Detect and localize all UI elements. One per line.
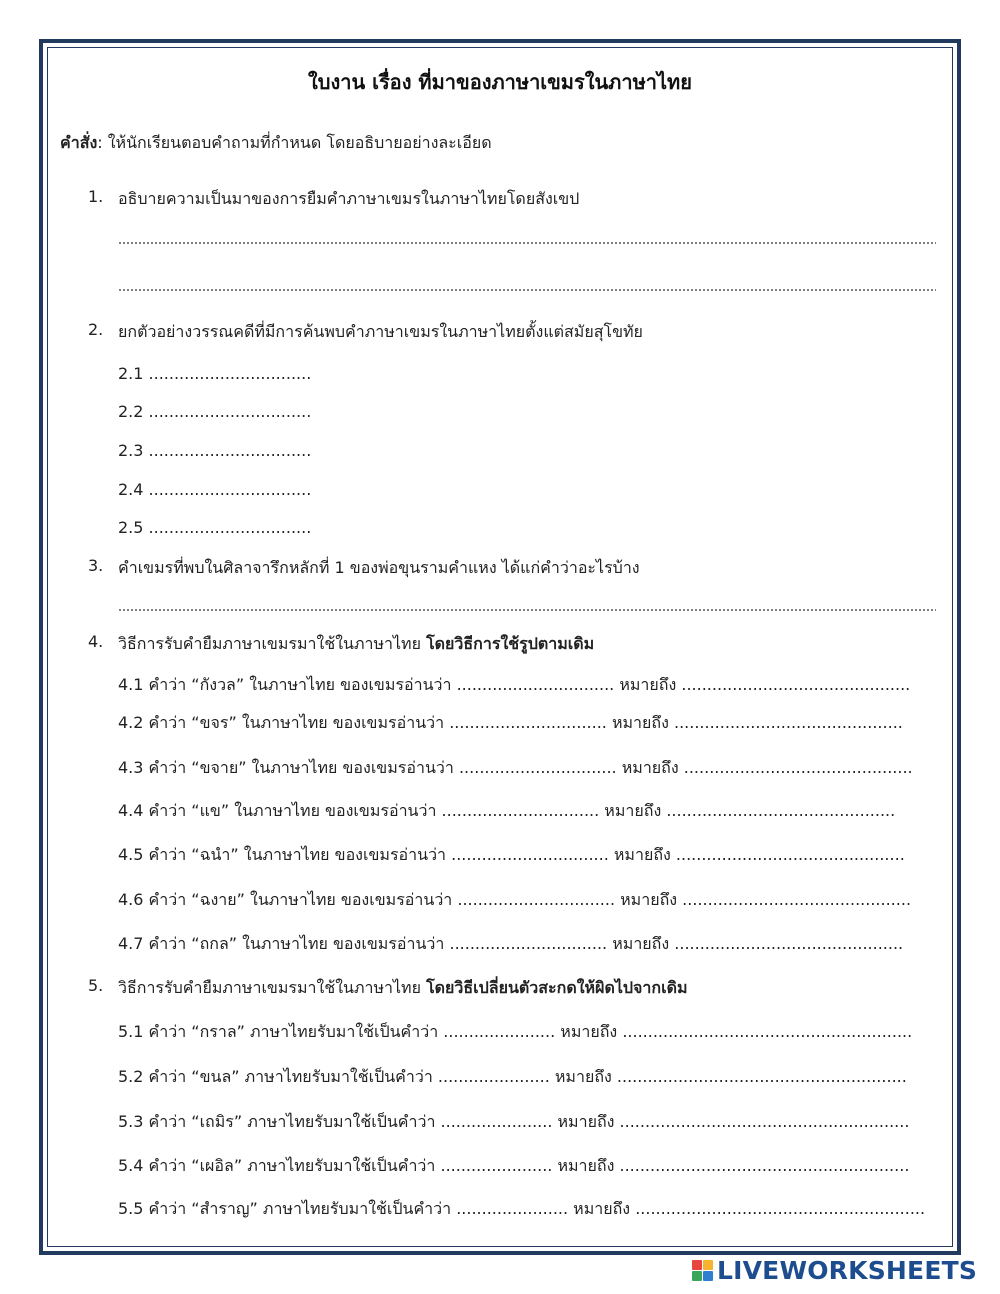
q4-number: 4.: [88, 632, 104, 651]
q4-item-4[interactable]: 4.4 คำว่า “แข” ในภาษาไทย ของเขมรอ่านว่า ............................... หมายถึง .............................................: [118, 801, 896, 820]
logo-blocks-icon: [692, 1260, 713, 1281]
q1-number: 1.: [88, 187, 104, 206]
q4-item-5[interactable]: 4.5 คำว่า “ฉนำ” ในภาษาไทย ของเขมรอ่านว่า ............................... หมายถึง .............................................: [118, 845, 905, 864]
logo-block-red: [692, 1260, 702, 1270]
q4-item-3[interactable]: 4.3 คำว่า “ขจาย” ในภาษาไทย ของเขมรอ่านว่า ............................... หมายถึง .............................................: [118, 758, 913, 777]
q2-item-2[interactable]: 2.2 ................................: [118, 402, 312, 421]
q5-item-1[interactable]: 5.1 คำว่า “กราล” ภาษาไทยรับมาใช้เป็นคำว่า ...................... หมายถึง .........................................................: [118, 1022, 913, 1041]
q5-text-plain: วิธีการรับคำยืมภาษาเขมรมาใช้ในภาษาไทย: [118, 978, 427, 997]
q5-item-2[interactable]: 5.2 คำว่า “ขนล” ภาษาไทยรับมาใช้เป็นคำว่า ...................... หมายถึง .........................................................: [118, 1067, 907, 1086]
q2-item-4[interactable]: 2.4 ................................: [118, 480, 312, 499]
page-title: ใบงาน เรื่อง ที่มาของภาษาเขมรในภาษาไทย: [308, 70, 692, 94]
q4-text-bold: โดยวิธีการใช้รูปตามเดิม: [426, 634, 595, 653]
q2-item-5[interactable]: 2.5 ................................: [118, 518, 312, 537]
q2-item-3[interactable]: 2.3 ................................: [118, 441, 312, 460]
q1-text: อธิบายความเป็นมาของการยืมคำภาษาเขมรในภาษาไทยโดยสังเขป: [118, 189, 580, 208]
q5-text-bold: โดยวิธีเปลี่ยนตัวสะกดให้ผิดไปจากเดิม: [426, 978, 688, 997]
logo-block-blue: [703, 1271, 713, 1281]
q3-number: 3.: [88, 556, 104, 575]
logo-block-yellow: [703, 1260, 713, 1270]
q2-number: 2.: [88, 320, 104, 339]
instruction-text: : ให้นักเรียนตอบคำถามที่กำหนด โดยอธิบายอย่างละเอียด: [97, 133, 492, 152]
q3-text: คำเขมรที่พบในศิลาจารึกหลักที่ 1 ของพ่อขุนรามคำแหง ได้แก่คำว่าอะไรบ้าง: [118, 558, 640, 577]
q5-number: 5.: [88, 976, 104, 995]
q2-text: ยกตัวอย่างวรรณคดีที่มีการค้นพบคำภาษาเขมรในภาษาไทยตั้งแต่สมัยสุโขทัย: [118, 322, 643, 341]
q5-item-5[interactable]: 5.5 คำว่า “สำราญ” ภาษาไทยรับมาใช้เป็นคำว่า ...................... หมายถึง .........................................................: [118, 1199, 926, 1218]
q5-item-4[interactable]: 5.4 คำว่า “เผอิล” ภาษาไทยรับมาใช้เป็นคำว่า ...................... หมายถึง .........................................................: [118, 1156, 910, 1175]
q2-item-1[interactable]: 2.1 ................................: [118, 364, 312, 383]
liveworksheets-logo[interactable]: [692, 1256, 977, 1284]
q1-answer-line-1[interactable]: [118, 242, 936, 244]
logo-block-green: [692, 1271, 702, 1281]
q1-answer-line-2[interactable]: [118, 289, 936, 291]
instruction: [60, 131, 492, 156]
q4-text: [118, 632, 594, 657]
q5-text: [118, 976, 688, 1001]
q4-text-plain: วิธีการรับคำยืมภาษาเขมรมาใช้ในภาษาไทย: [118, 634, 427, 653]
q3-answer-line[interactable]: [118, 609, 936, 611]
logo-text: LIVEWORKSHEETS: [717, 1255, 978, 1285]
q4-item-1[interactable]: 4.1 คำว่า “กังวล” ในภาษาไทย ของเขมรอ่านว่า ............................... หมายถึง .............................................: [118, 675, 911, 694]
q4-item-2[interactable]: 4.2 คำว่า “ขจร” ในภาษาไทย ของเขมรอ่านว่า ............................... หมายถึง .............................................: [118, 713, 903, 732]
instruction-label: คำสั่ง: [60, 133, 98, 152]
q5-item-3[interactable]: 5.3 คำว่า “เถมิร” ภาษาไทยรับมาใช้เป็นคำว่า ...................... หมายถึง .........................................................: [118, 1112, 910, 1131]
q4-item-7[interactable]: 4.7 คำว่า “ถกล” ในภาษาไทย ของเขมรอ่านว่า ............................... หมายถึง .............................................: [118, 934, 904, 953]
q4-item-6[interactable]: 4.6 คำว่า “ฉงาย” ในภาษาไทย ของเขมรอ่านว่า ............................... หมายถึง .............................................: [118, 890, 912, 909]
